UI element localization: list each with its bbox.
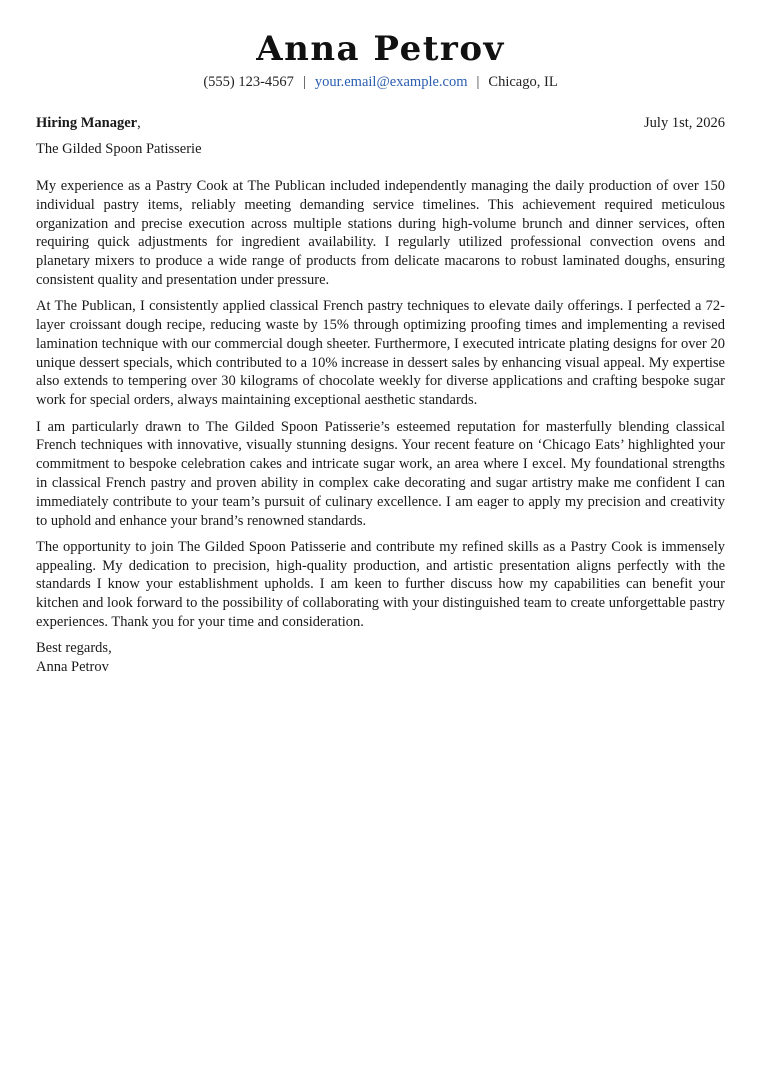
body-paragraph: The opportunity to join The Gilded Spoon Patisserie and contribute my refined skills as a Pastry Cook is immensely appealing. My dedication to precision, high-quality production, and artistic presentation aligns perfectly with the standards I know your establishment upholds. I am keen to further discuss how my capabilities can benefit your kitchen and look forward to the possibility of collaborating with your distinguished team to create unforgettable pastry experiences. Thank you for your time and consideration. (36, 538, 725, 631)
letter-date: July 1st, 2026 (644, 115, 725, 131)
cover-letter-page (36, 0, 725, 677)
email-link[interactable]: your.email@example.com (314, 74, 468, 90)
contact-separator: | (476, 74, 480, 90)
body-paragraph: My experience as a Pastry Cook at The Publican included independently managing the daily production of over 150 individual pastry items, reliably meeting demanding service timelines. This achievement required meticulous organization and precise execution across multiple stations during high-volume brunch and dinner services, often requiring quick adjustments for ingredient availability. I regularly utilized professional convection ovens and planetary mixers to produce a wide range of products from delicate macarons to robust laminated doughs, ensuring consistent quality and presentation under pressure. (36, 178, 725, 288)
applicant-name: Anna Petrov (256, 29, 505, 69)
company-name: The Gilded Spoon Patisserie (36, 141, 202, 157)
recipient-comma: , (137, 115, 141, 131)
body-paragraph: At The Publican, I consistently applied classical French pastry techniques to elevate daily offerings. I perfected a 72-layer croissant dough recipe, reducing waste by 15% through optimizing proofing times and implementing a revised lamination technique with our commercial dough sheeter. Furthermore, I executed intricate plating designs for over 20 unique dessert specials, which contributed to a 10% increase in dessert sales by enhancing visual appeal. My expertise also extends to tempering over 30 kilograms of chocolate weekly for diverse applications and crafting bespoke sugar work for special orders, always maintaining exceptional aesthetic standards. (36, 298, 725, 409)
location: Chicago, IL (488, 74, 558, 90)
signature-name: Anna Petrov (36, 659, 109, 676)
recipient-line (36, 113, 141, 133)
contact-separator: | (302, 74, 306, 90)
phone-number: (555) 123-4567 (203, 74, 294, 90)
contact-line (36, 72, 725, 92)
recipient-date-row (36, 113, 725, 133)
closing-block (36, 639, 725, 677)
recipient: Hiring Manager (36, 115, 138, 131)
closing-salutation: Best regards, (36, 640, 112, 657)
body-paragraph: I am particularly drawn to The Gilded Spoon Patisserie’s esteemed reputation for masterfully blending classical French techniques with innovative, visually stunning designs. Your recent feature on ‘Chicago Eats’ highlighted your commitment to bespoke celebration cakes and intricate sugar work, an area where I excel. My foundational strengths in classical French pastry and proven ability in complex cake decorating and sugar artistry make me confident I can immediately contribute to your team’s pursuit of culinary excellence. I am eager to apply my precision and creativity to uphold and enhance your brand’s renowned standards. (36, 418, 725, 529)
letter-body (36, 177, 725, 632)
